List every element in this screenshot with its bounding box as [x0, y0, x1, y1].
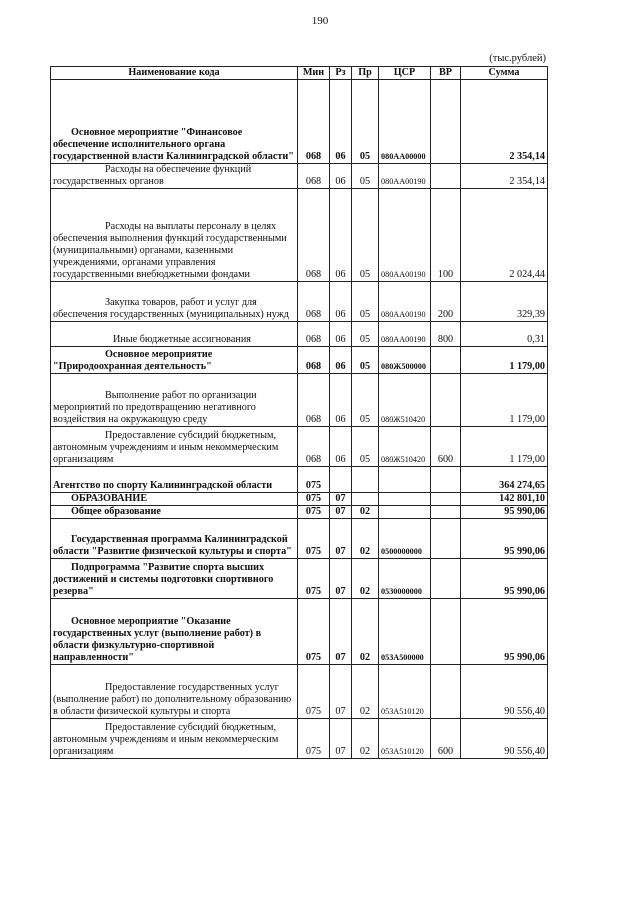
row-vr [431, 347, 461, 374]
row-csr: 053А500000 [379, 599, 431, 665]
table-row [51, 347, 548, 374]
row-sum: 0,31 [461, 322, 548, 347]
row-csr: 0500000000 [379, 519, 431, 559]
row-min: 068 [298, 80, 330, 164]
row-sum: 2 354,14 [461, 164, 548, 189]
table-row [51, 427, 548, 467]
table-row [51, 80, 548, 164]
row-rz: 06 [330, 80, 352, 164]
row-pr: 02 [352, 665, 379, 719]
row-vr [431, 164, 461, 189]
row-min: 075 [298, 493, 330, 506]
row-sum: 95 990,06 [461, 506, 548, 519]
row-min: 068 [298, 427, 330, 467]
row-csr: 053А510120 [379, 719, 431, 759]
row-pr: 02 [352, 519, 379, 559]
row-sum: 2 024,44 [461, 189, 548, 282]
row-vr [431, 506, 461, 519]
row-vr [431, 599, 461, 665]
row-name: Государственная программа Калининградской области "Развитие физической культуры и спорта" [51, 519, 298, 559]
row-vr [431, 467, 461, 493]
table-row [51, 189, 548, 282]
row-name: Основное мероприятие "Оказание государственных услуг (выполнение работ) в области физкультурно-спортивной направленности" [51, 599, 298, 665]
row-name: Общее образование [51, 506, 298, 519]
table-row [51, 322, 548, 347]
row-vr [431, 559, 461, 599]
table-row [51, 519, 548, 559]
row-sum: 95 990,06 [461, 599, 548, 665]
row-min: 068 [298, 322, 330, 347]
row-csr: 080АА00190 [379, 282, 431, 322]
row-min: 068 [298, 374, 330, 427]
row-csr: 080АА00190 [379, 322, 431, 347]
header-rz: Рз [330, 67, 352, 80]
row-pr: 05 [352, 189, 379, 282]
row-name: Предоставление субсидий бюджетным, автономным учреждениям и иным некоммерческим организациям [51, 427, 298, 467]
header-min: Мин [298, 67, 330, 80]
row-rz: 07 [330, 559, 352, 599]
row-csr [379, 493, 431, 506]
row-rz: 06 [330, 189, 352, 282]
row-min: 075 [298, 506, 330, 519]
row-pr: 05 [352, 164, 379, 189]
row-csr: 080АА00190 [379, 189, 431, 282]
row-min: 075 [298, 559, 330, 599]
row-pr: 02 [352, 719, 379, 759]
header-vr: ВР [431, 67, 461, 80]
row-rz: 07 [330, 665, 352, 719]
row-vr [431, 493, 461, 506]
row-vr: 800 [431, 322, 461, 347]
row-sum: 90 556,40 [461, 665, 548, 719]
row-rz: 06 [330, 374, 352, 427]
row-pr: 02 [352, 559, 379, 599]
row-rz: 07 [330, 719, 352, 759]
row-sum: 95 990,06 [461, 559, 548, 599]
row-name: Основное мероприятие "Финансовое обеспечение исполнительного органа государственной власти Калининградской области" [51, 80, 298, 164]
row-name: Предоставление субсидий бюджетным, автономным учреждениям и иным некоммерческим организациям [51, 719, 298, 759]
units-label: (тыс.рублей) [489, 53, 546, 64]
row-vr: 600 [431, 719, 461, 759]
row-sum: 90 556,40 [461, 719, 548, 759]
row-csr: 080Ж510420 [379, 427, 431, 467]
table-row [51, 506, 548, 519]
row-csr: 0530000000 [379, 559, 431, 599]
header-pr: Пр [352, 67, 379, 80]
header-name: Наименование кода [51, 67, 298, 80]
table-header-row [51, 67, 548, 80]
row-sum: 1 179,00 [461, 427, 548, 467]
row-vr: 600 [431, 427, 461, 467]
row-csr: 080АА00000 [379, 80, 431, 164]
table-row [51, 493, 548, 506]
row-name: Расходы на выплаты персоналу в целях обеспечения выполнения функций государственными (муниципальными) органами, казенными учреждениями, органами управления государственными внебюджетными фондами [51, 189, 298, 282]
row-rz: 06 [330, 427, 352, 467]
row-csr: 080Ж510420 [379, 374, 431, 427]
table-row [51, 559, 548, 599]
row-pr: 05 [352, 282, 379, 322]
page-number: 190 [311, 15, 329, 27]
row-min: 075 [298, 665, 330, 719]
table-row [51, 665, 548, 719]
row-min: 068 [298, 189, 330, 282]
row-name: Предоставление государственных услуг (выполнение работ) по дополнительному образованию в области физической культуры и спорта [51, 665, 298, 719]
row-rz: 07 [330, 599, 352, 665]
table-row [51, 467, 548, 493]
row-sum: 329,39 [461, 282, 548, 322]
table-row [51, 282, 548, 322]
row-pr: 05 [352, 374, 379, 427]
row-name: Подпрограмма "Развитие спорта высших достижений и системы подготовки спортивного резерва" [51, 559, 298, 599]
row-csr: 080Ж500000 [379, 347, 431, 374]
row-name: Основное мероприятие "Природоохранная деятельность" [51, 347, 298, 374]
row-csr [379, 467, 431, 493]
row-vr: 100 [431, 189, 461, 282]
row-sum: 2 354,14 [461, 80, 548, 164]
row-csr [379, 506, 431, 519]
budget-table [50, 66, 548, 759]
row-sum: 364 274,65 [461, 467, 548, 493]
row-rz: 06 [330, 282, 352, 322]
row-min: 068 [298, 282, 330, 322]
row-rz: 06 [330, 164, 352, 189]
row-csr: 080АА00190 [379, 164, 431, 189]
row-min: 075 [298, 467, 330, 493]
row-sum: 95 990,06 [461, 519, 548, 559]
row-name: Агентство по спорту Калининградской области [51, 467, 298, 493]
header-csr: ЦСР [379, 67, 431, 80]
row-name: Иные бюджетные ассигнования [51, 322, 298, 347]
row-vr [431, 80, 461, 164]
row-vr: 200 [431, 282, 461, 322]
row-min: 068 [298, 164, 330, 189]
row-pr: 05 [352, 322, 379, 347]
row-sum: 1 179,00 [461, 347, 548, 374]
header-sum: Сумма [461, 67, 548, 80]
row-rz: 06 [330, 347, 352, 374]
table-row [51, 719, 548, 759]
row-name: Закупка товаров, работ и услуг для обеспечения государственных (муниципальных) нужд [51, 282, 298, 322]
row-rz: 07 [330, 493, 352, 506]
row-min: 068 [298, 347, 330, 374]
row-sum: 142 801,10 [461, 493, 548, 506]
row-pr: 02 [352, 506, 379, 519]
row-min: 075 [298, 519, 330, 559]
row-rz [330, 467, 352, 493]
row-pr: 05 [352, 347, 379, 374]
row-pr: 05 [352, 80, 379, 164]
row-name: Выполнение работ по организации мероприятий по предотвращению негативного воздействия на окружающую среду [51, 374, 298, 427]
row-vr [431, 374, 461, 427]
row-vr [431, 519, 461, 559]
row-rz: 07 [330, 506, 352, 519]
table-row [51, 374, 548, 427]
row-rz: 07 [330, 519, 352, 559]
row-vr [431, 665, 461, 719]
row-pr: 02 [352, 599, 379, 665]
row-rz: 06 [330, 322, 352, 347]
row-pr [352, 493, 379, 506]
row-pr: 05 [352, 427, 379, 467]
row-name: ОБРАЗОВАНИЕ [51, 493, 298, 506]
row-sum: 1 179,00 [461, 374, 548, 427]
row-min: 075 [298, 719, 330, 759]
row-name: Расходы на обеспечение функций государственных органов [51, 164, 298, 189]
table-row [51, 164, 548, 189]
row-pr [352, 467, 379, 493]
row-csr: 053А510120 [379, 665, 431, 719]
table-row [51, 599, 548, 665]
row-min: 075 [298, 599, 330, 665]
